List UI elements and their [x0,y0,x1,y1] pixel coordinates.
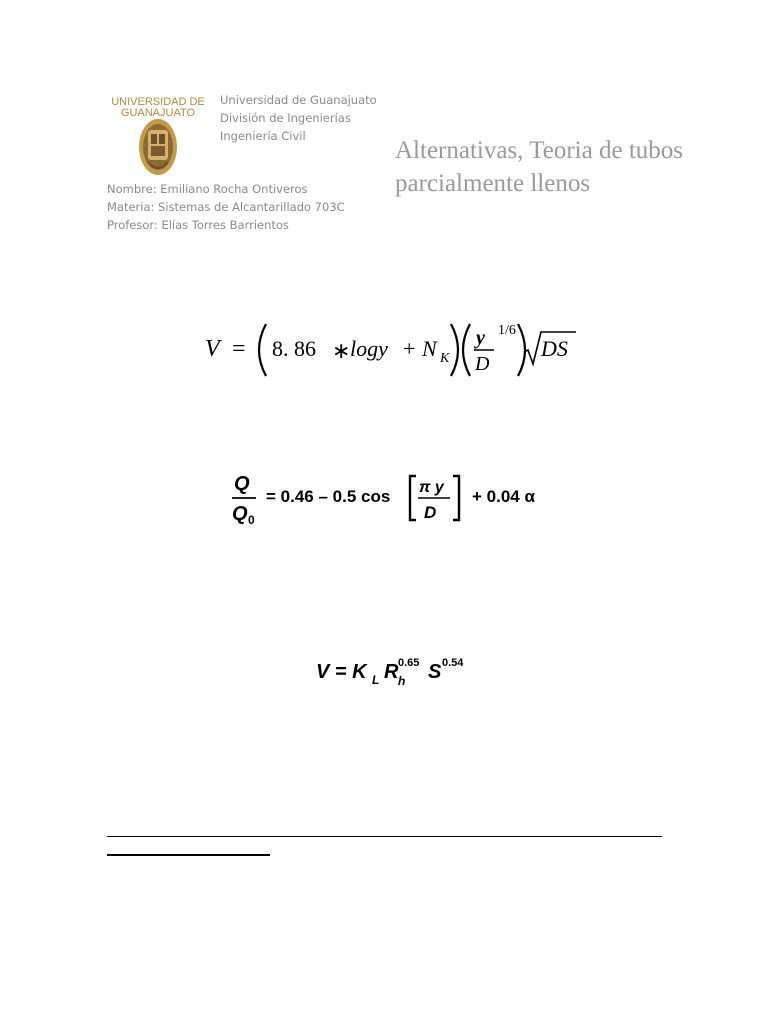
eq2-bracket-num: π y [419,479,444,496]
eq2-bracket-den: D [424,503,437,522]
eq2-den-sub: 0 [248,513,255,527]
eq3-r-sub: h [398,674,406,688]
eq2-rhs-end: + 0.04 α [472,487,535,506]
eq3-s: S [428,661,442,683]
eq1-log: logy [350,336,388,361]
title-line-1: Alternativas, Teoria de tubos [395,137,683,164]
eq1-nk-sub: K [440,351,450,366]
eq1-left-paren-2 [463,324,470,376]
logo-text-line1: UNIVERSIDAD DE [111,96,205,108]
eq1-plus: + [403,336,416,361]
institution-block [220,91,377,145]
divider-line-short [107,854,270,856]
eq1-right-paren [451,324,458,376]
eq2-den: Q [232,503,248,525]
eq3-k-sub: L [372,673,380,687]
eq2-rhs-start: = 0.46 – 0.5 cos [266,487,391,506]
eq1-times: ∗ [332,338,351,363]
title-line-2: parcialmente llenos [395,170,591,197]
university-logo [108,94,208,178]
eq1-exponent: 1/6 [498,323,516,338]
eq3-r-sup: 0.65 [398,657,420,669]
document-title [395,134,683,200]
eq2-left-bracket [410,476,416,520]
eq1-nk: N [422,336,437,361]
eq1-radicand: DS [541,336,568,361]
eq1-equals: = [232,336,246,362]
eq2-right-bracket [453,476,459,520]
eq1-frac-num: y [476,327,485,349]
university-seal-icon [138,116,178,176]
equation-flow-ratio [230,468,560,530]
eq1-frac-den: D [475,353,490,375]
divider-line-long [107,836,662,837]
program-name: Ingeniería Civil [220,129,306,143]
eq3-lhs: V = K [316,661,367,683]
equation-velocity-log [200,318,580,382]
student-name: Nombre: Emiliano Rocha Ontiveros [107,182,308,196]
student-info-block [107,180,345,234]
logo-text-line2: GUANAJUATO [120,107,196,119]
eq1-lhs: V [205,336,220,362]
eq1-left-paren [259,324,266,376]
eq2-num: Q [234,473,250,495]
university-name: Universidad de Guanajuato [220,93,377,107]
eq3-s-sup: 0.54 [442,657,464,669]
eq3-r: R [384,661,399,683]
eq1-right-paren-2 [518,324,525,376]
professor-name: Profesor: Elías Torres Barrientos [107,218,289,232]
equation-velocity-power [312,650,482,690]
course-name: Materia: Sistemas de Alcantarillado 703C [107,200,345,214]
eq1-coef: 8. 86 [272,336,316,361]
division-name: División de Ingenierías [220,111,351,125]
